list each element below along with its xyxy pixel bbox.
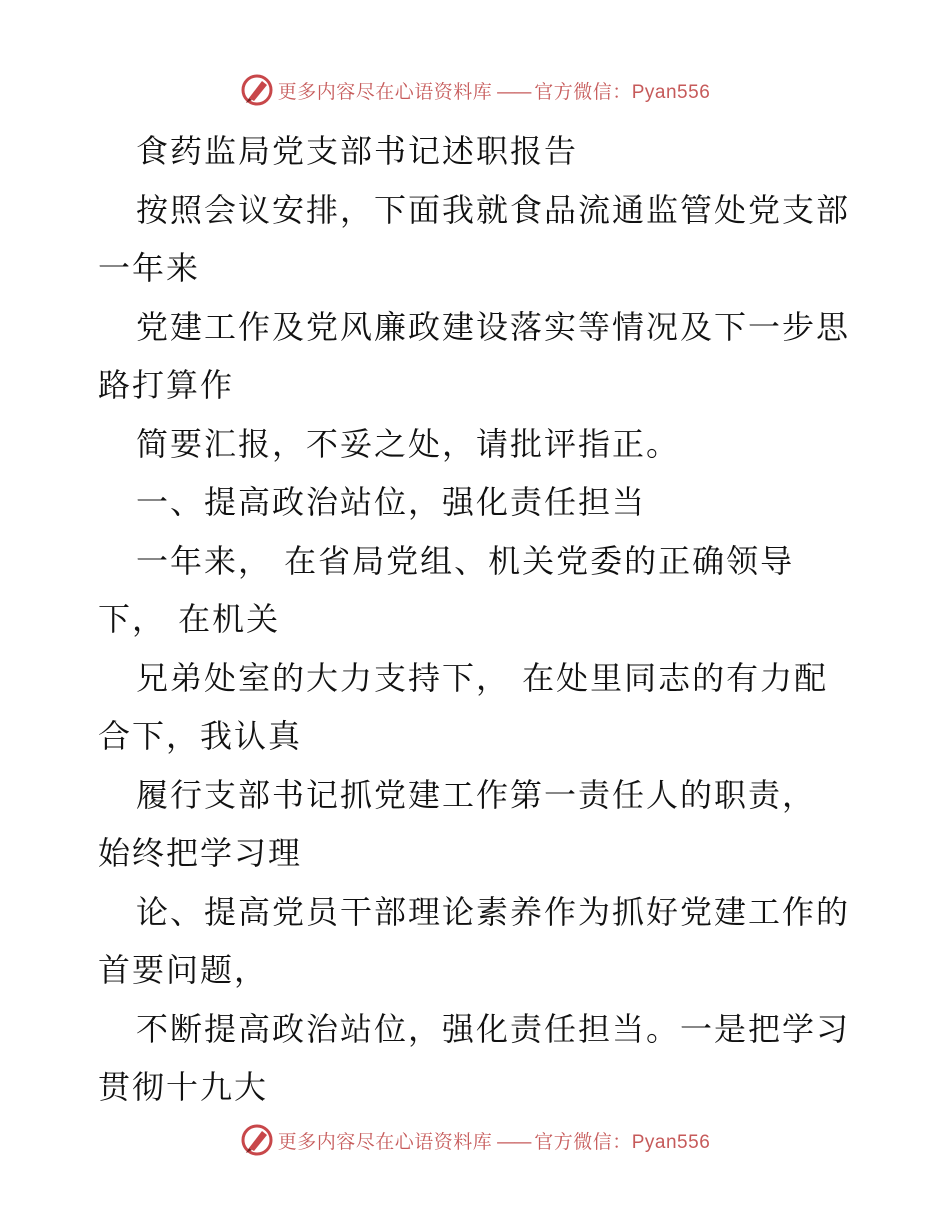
banner-wechat-label: 官方微信：	[534, 1130, 632, 1153]
pen-logo-icon	[240, 1123, 274, 1157]
document-body	[98, 122, 858, 1117]
paragraph-line: 首要问题，	[98, 951, 269, 989]
document-title: 食药监局党支部书记述职报告	[136, 132, 579, 170]
paragraph-line: 一年来， 在省局党组、机关党委的正确领导	[136, 541, 795, 580]
paragraph-line: 始终把学习理	[98, 834, 303, 872]
banner-wechat-id: Pyan556	[631, 81, 711, 103]
paragraph-line: 按照会议安排，下面我就食品流通监管处党支部	[136, 190, 851, 229]
paragraph-line: 不断提高政治站位，强化责任担当。一是把学习	[136, 1009, 851, 1048]
header-banner	[0, 70, 950, 110]
paragraph-line: 党建工作及党风廉政建设落实等情况及下一步思	[136, 307, 851, 346]
paragraph-line: 简要汇报，不妥之处，请批评指正。	[136, 424, 681, 463]
banner-dash: ——	[496, 1130, 531, 1153]
section-heading: 一、提高政治站位，强化责任担当	[136, 483, 647, 521]
paragraph-line: 路打算作	[98, 366, 235, 404]
banner-slogan: 更多内容尽在心语资料库	[277, 80, 493, 103]
paragraph-line: 兄弟处室的大力支持下， 在处里同志的有力配	[136, 658, 829, 697]
paragraph-line: 合下，我认真	[98, 717, 303, 755]
paragraph-line: 论、提高党员干部理论素养作为抓好党建工作的	[136, 892, 851, 931]
banner-wechat-id: Pyan556	[631, 1131, 711, 1153]
banner-slogan: 更多内容尽在心语资料库	[277, 1130, 493, 1153]
paragraph-line: 履行支部书记抓党建工作第一责任人的职责，	[136, 775, 817, 814]
paragraph-line: 一年来	[98, 249, 201, 287]
paragraph-line: 下， 在机关	[98, 600, 281, 638]
pen-logo-icon	[240, 73, 274, 107]
banner-text	[278, 77, 711, 104]
banner-text	[278, 1127, 711, 1154]
banner-wechat-label: 官方微信：	[534, 80, 632, 103]
footer-banner	[0, 1120, 950, 1160]
paragraph-line: 贯彻十九大	[98, 1068, 269, 1106]
banner-dash: ——	[496, 80, 531, 103]
